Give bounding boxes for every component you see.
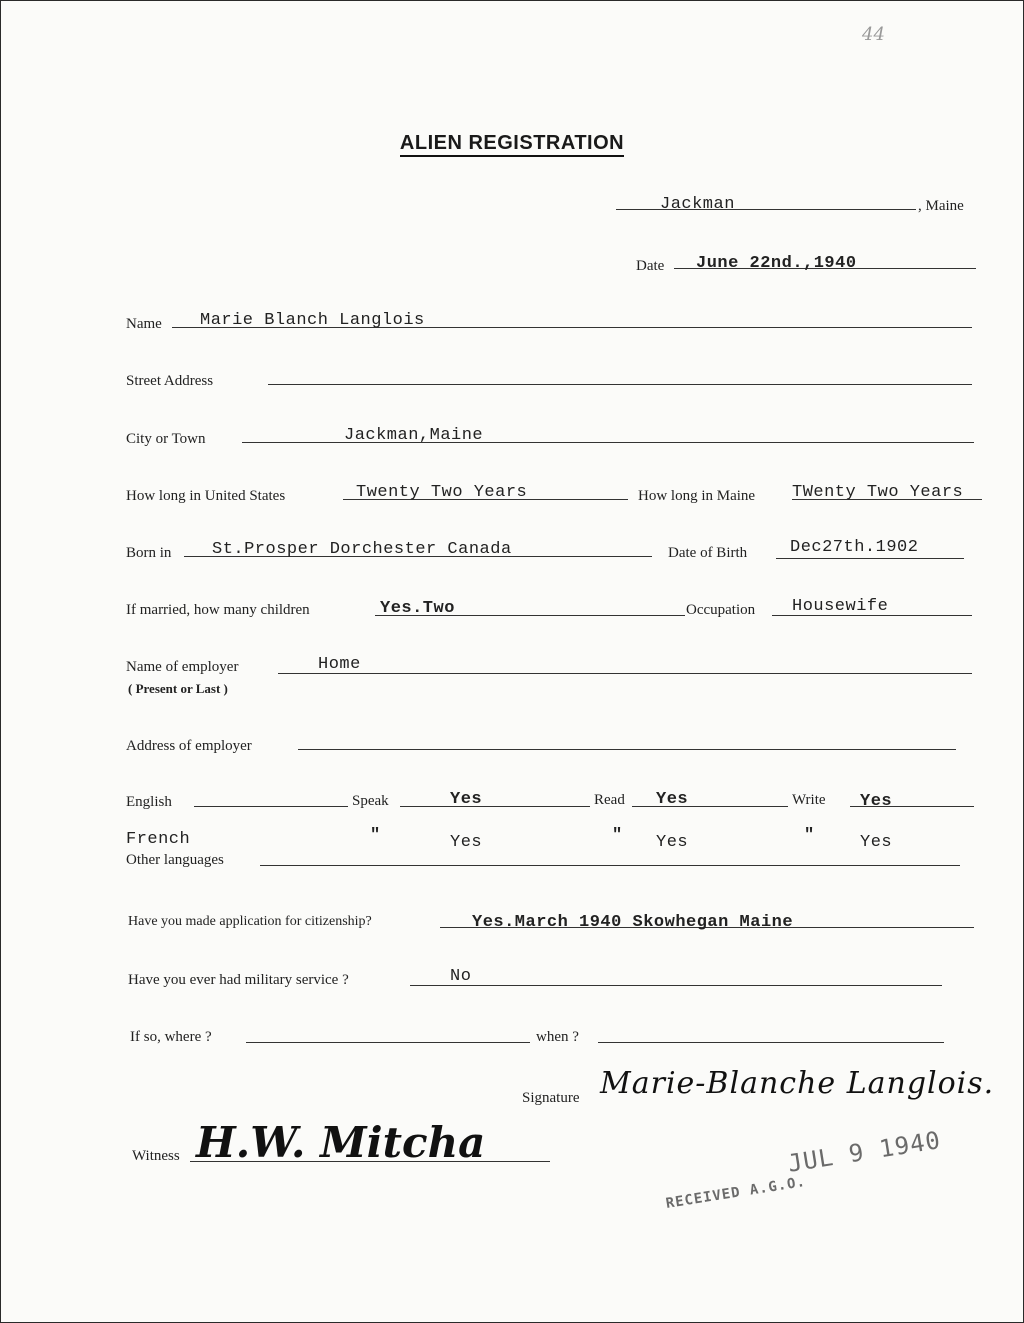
employer-address-line (298, 749, 956, 750)
where-line (246, 1042, 530, 1043)
form-title (0, 132, 1024, 155)
city-label: City or Town (126, 431, 206, 447)
speak-label: Speak (352, 793, 389, 809)
write-label: Write (792, 792, 826, 808)
how-long-us-label: How long in United States (126, 488, 286, 504)
occupation-label: Occupation (686, 602, 756, 618)
received-stamp: RECEIVED A.G.O. (664, 1173, 807, 1212)
how-long-maine-value: TWenty Two Years (792, 483, 964, 502)
other-languages-line (260, 865, 960, 866)
english-read-value: Yes (656, 790, 689, 809)
children-value: Yes.Two (380, 599, 455, 618)
born-value: St.Prosper Dorchester Canada (212, 540, 512, 559)
how-long-maine-label: How long in Maine (638, 488, 756, 504)
children-label: If married, how many children (126, 602, 310, 618)
name-label: Name (126, 316, 162, 332)
dob-line (776, 558, 964, 559)
born-label: Born in (126, 545, 172, 561)
employer-line (278, 673, 972, 674)
english-speak-value: Yes (450, 790, 483, 809)
employer-value: Home (318, 655, 361, 674)
dob-value: Dec27th.1902 (790, 538, 919, 557)
city-value: Jackman,Maine (344, 426, 484, 445)
received-stamp-date: JUL 9 1940 (785, 1126, 943, 1178)
french-write-value: Yes (860, 833, 893, 852)
street-label: Street Address (126, 373, 214, 389)
when-line (598, 1042, 944, 1043)
speak-line (400, 806, 590, 807)
military-line (410, 985, 942, 986)
dob-label: Date of Birth (668, 545, 748, 561)
state-label: , Maine (918, 198, 964, 214)
name-value: Marie Blanch Langlois (200, 311, 425, 330)
french-write-ditto: " (804, 826, 815, 845)
citizenship-value: Yes.March 1940 Skowhegan Maine (472, 913, 794, 932)
french-speak-value: Yes (450, 833, 483, 852)
occupation-value: Housewife (792, 597, 889, 616)
date-label: Date (636, 258, 665, 274)
english-label: English (126, 794, 172, 810)
town-value: Jackman (660, 195, 735, 214)
english-write-value: Yes (860, 792, 893, 811)
how-long-us-value: Twenty Two Years (356, 483, 528, 502)
witness-label: Witness (132, 1148, 180, 1164)
witness-signature: H.W. Mitcha (196, 1118, 486, 1167)
citizenship-label: Have you made application for citizenship? (128, 914, 372, 929)
page-number: 44 (862, 24, 885, 45)
street-line (268, 384, 972, 385)
french-speak-ditto: " (370, 826, 381, 845)
employer-sublabel: ( Present or Last ) (128, 681, 228, 696)
form-title-text: ALIEN REGISTRATION (400, 132, 624, 157)
where-label: If so, where ? (130, 1029, 212, 1045)
french-read-ditto: " (612, 826, 623, 845)
signature-value: Marie-Blanche Langlois. (600, 1066, 995, 1101)
military-label: Have you ever had military service ? (128, 972, 349, 988)
read-label: Read (594, 792, 625, 808)
employer-label: Name of employer (126, 659, 239, 675)
other-languages-label: Other languages (126, 852, 224, 868)
when-label: when ? (536, 1029, 579, 1045)
french-read-value: Yes (656, 833, 689, 852)
date-value: June 22nd.,1940 (696, 254, 857, 273)
employer-address-label: Address of employer (126, 738, 252, 754)
signature-label: Signature (522, 1090, 580, 1106)
french-label: French (126, 830, 191, 849)
english-line (194, 806, 348, 807)
military-value: No (450, 967, 472, 986)
